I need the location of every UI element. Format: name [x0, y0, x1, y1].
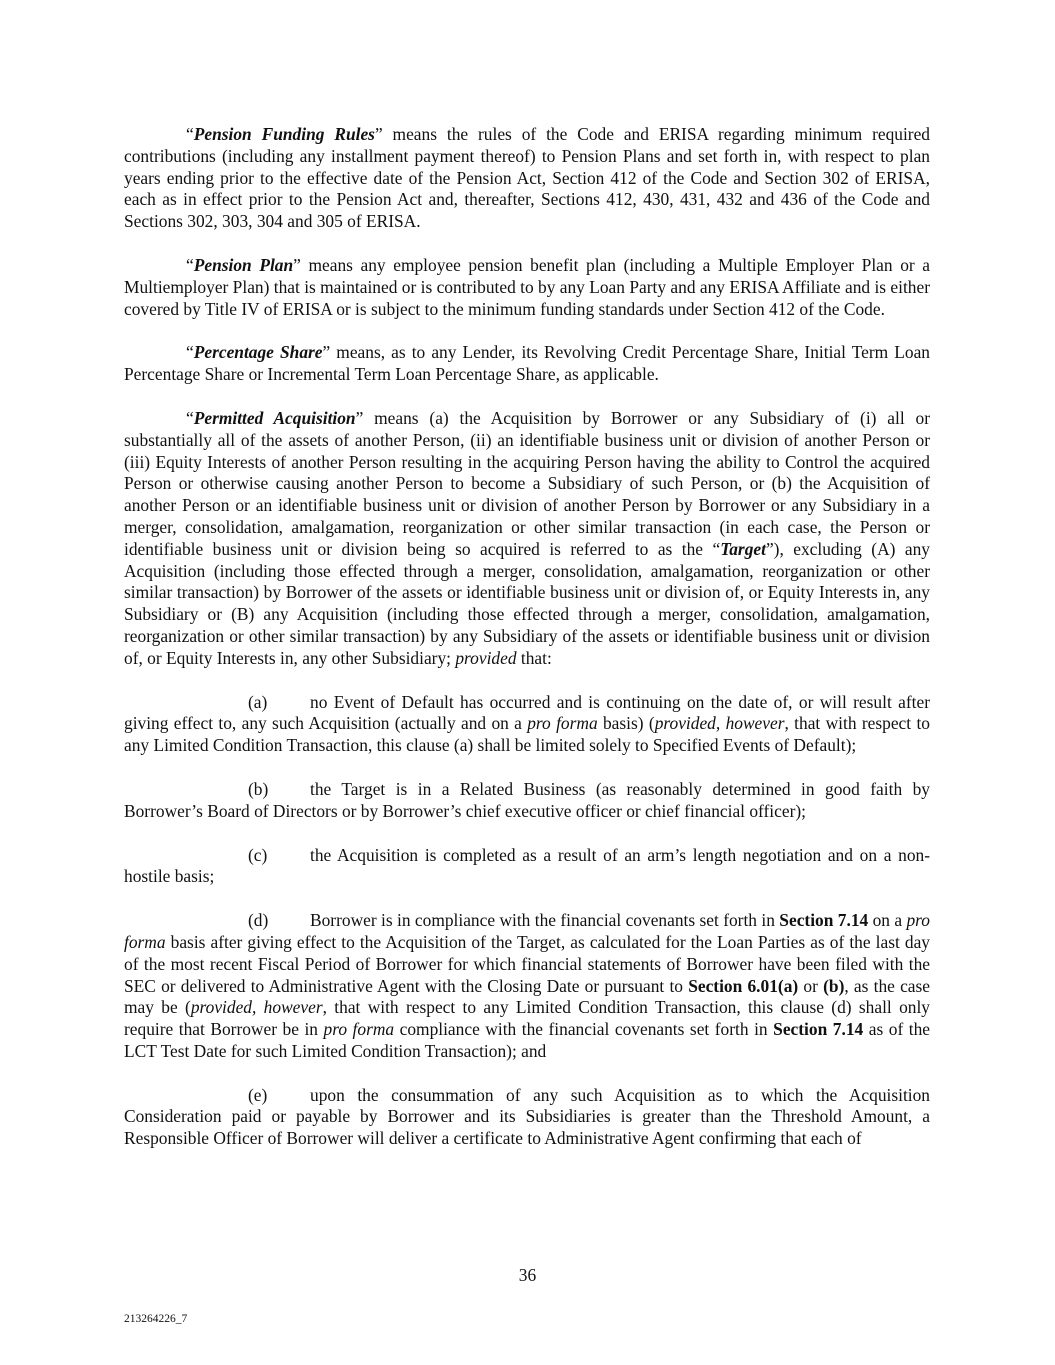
document-id: 213264226_7	[124, 1313, 188, 1325]
defined-term: Permitted Acquisition	[193, 407, 356, 428]
clause-label: (d)	[248, 910, 269, 931]
clause-text: , that with respect to any Limited Condition Transaction, this clause (d) shall only require that Borrower be in	[124, 997, 930, 1040]
page-number: 36	[518, 1265, 537, 1285]
italic-text: pro forma	[527, 713, 598, 734]
clause-text: compliance with the financial covenants set forth in	[394, 1019, 774, 1040]
clause-e	[124, 1085, 930, 1150]
clause-text: basis) (	[597, 713, 655, 734]
defined-term: Pension Funding Rules	[193, 124, 375, 144]
clause-text: , as the case may be (	[124, 975, 930, 1018]
document-body	[124, 124, 930, 1172]
clause-text: , that with respect to any Limited Condition Transaction, this clause (a) shall be limited solely to Specified Events of Default);	[124, 713, 930, 756]
bold-reference: Section 6.01(a)	[688, 975, 799, 996]
clause-text: upon the consummation of any such Acquisition as to which the Acquisition Consideration paid or payable by Borrower and its Subsidiaries is greater than the Threshold Amount, a Responsible Officer of Borrower will deliver a certificate to Administrative Agent confirming that each of	[124, 1084, 930, 1149]
clause-label: (c)	[248, 844, 268, 865]
definition-text: ”), excluding (A) any Acquisition (including those effected through a merger, consolidation, amalgamation, reorganization or other similar transaction) by Borrower of the assets or identifiable business unit or division of, or Equity Interests in, any Subsidiary or (B) any Acquisition (including those effected through a merger, consolidation, amalgamation, reorganization or other similar transaction) by any Subsidiary of the assets or identifiable business unit or division of, or Equity Interests in, any other Subsidiary;	[124, 538, 931, 668]
clause-text: the Acquisition is completed as a result of an arm’s length negotiation and on a non-hostile basis;	[124, 844, 930, 887]
italic-text: pro forma	[124, 910, 930, 952]
clause-a	[124, 692, 930, 757]
definition-text: ” means the rules of the Code and ERISA regarding minimum required contributions (including any installment payment thereof) to Pension Plans and set forth in, with respect to plan years ending prior to the effective date of the Pension Act, Section 412 of the Code and Section 302 of ERISA, each as in effect prior to the Pension Act and, thereafter, Sections 412, 430, 431, 432 and 436 of the Code and Sections 302, 303, 304 and 305 of ERISA.	[124, 124, 931, 232]
italic-text: pro forma	[323, 1019, 395, 1040]
definition-text: ” means (a) the Acquisition by Borrower or any Subsidiary of (i) all or substantially all of the assets of another Person, (ii) an identifiable business unit or division of another Person or (iii) Equity Interests of another Person resulting in the acquiring Person having the ability to Control the acquired Person or otherwise causing another Person to become a Subsidiary of such Person, or (b) the Acquisition of another Person or an identifiable business unit or division of another Person by Borrower or any Subsidiary in a merger, consolidation, amalgamation, reorganization or other similar transaction (in each case, the Person or identifiable business unit or division being so acquired is referred to as the “	[124, 407, 930, 559]
bold-reference: Section 7.14	[779, 910, 869, 931]
bold-reference: (b)	[823, 975, 845, 996]
italic-text: provided, however	[654, 713, 785, 734]
clause-text: Borrower is in compliance with the financial covenants set forth in	[310, 910, 780, 931]
defined-term: Percentage Share	[193, 342, 323, 363]
clause-c	[124, 845, 930, 889]
clause-text: the Target is in a Related Business (as reasonably determined in good faith by Borrower’s Board of Directors or by Borrower’s chief executive officer or chief financial officer);	[124, 778, 930, 821]
clause-label: (b)	[248, 778, 269, 799]
definition-text: ” means, as to any Lender, its Revolving Credit Percentage Share, Initial Term Loan Percentage Share or Incremental Term Loan Percentage Share, as applicable.	[124, 342, 930, 385]
definition-percentage-share: “Percentage Share” means, as to any Lender, its Revolving Credit Percentage Share, Initial Term Loan Percentage Share or Incremental Term Loan Percentage Share, as applicable.	[124, 342, 930, 385]
italic-text: provided	[455, 647, 517, 668]
clause-label: (a)	[248, 691, 268, 712]
definition-permitted-acquisition: “Permitted Acquisition” means (a) the Acquisition by Borrower or any Subsidiary of (i) all or substantially all of the assets of another Person, (ii) an identifiable business unit or division of another Person or (iii) Equity Interests of another Person resulting in the acquiring Person having the ability to Control the acquired Person or otherwise causing another Person to become a Subsidiary of such Person, or (b) the Acquisition of another Person or an identifiable business unit or division of another Person by Borrower or any Subsidiary in a merger, consolidation, amalgamation, reorganization or other similar transaction (in each case, the Person or identifiable business unit or division being so acquired is referred to as the “Target”), excluding (A) any Acquisition (including those effected through a merger, consolidation, amalgamation, reorganization or other similar transaction) by Borrower of the assets or identifiable business unit or division of, or Equity Interests in, any Subsidiary or (B) any Acquisition (including those effected through a merger, consolidation, amalgamation, reorganization or other similar transaction) by any Subsidiary of the assets or identifiable business unit or division of, or Equity Interests in, any other Subsidiary; provided that:	[124, 407, 931, 668]
bold-reference: Section 7.14	[773, 1019, 864, 1040]
definition-pension-funding-rules: “Pension Funding Rules” means the rules of the Code and ERISA regarding minimum required contributions (including any installment payment thereof) to Pension Plans and set forth in, with respect to plan years ending prior to the effective date of the Pension Act, Section 412 of the Code and Section 302 of ERISA, each as in effect prior to the Pension Act and, thereafter, Sections 412, 430, 431, 432 and 436 of the Code and Sections 302, 303, 304 and 305 of ERISA.	[124, 124, 931, 232]
clause-text: basis after giving effect to the Acquisition of the Target, as calculated for the Loan Parties as of the last day of the most recent Fiscal Period of Borrower for which financial statements of Borrower have been filed with the SEC or delivered to Administrative Agent with the Closing Date or pursuant to	[124, 931, 930, 996]
clause-text: no Event of Default has occurred and is continuing on the date of, or will result after giving effect to, any such Acquisition (actually and on a	[124, 691, 930, 734]
clause-d	[124, 910, 930, 1063]
clause-label: (e)	[248, 1084, 268, 1105]
definition-text: that:	[516, 647, 552, 668]
clause-text: or	[798, 975, 824, 996]
definition-text: ” means any employee pension benefit plan (including a Multiple Employer Plan or a Multiemployer Plan) that is maintained or is contributed to by any Loan Party and any ERISA Affiliate and is either covered by Title IV of ERISA or is subject to the minimum funding standards under Section 412 of the Code.	[124, 254, 931, 319]
clause-text: as of the LCT Test Date for such Limited Condition Transaction); and	[124, 1019, 931, 1061]
clause-b	[124, 779, 930, 823]
clause-text: on a	[868, 910, 907, 931]
definition-pension-plan: “Pension Plan” means any employee pension benefit plan (including a Multiple Employer Plan or a Multiemployer Plan) that is maintained or is contributed to by any Loan Party and any ERISA Affiliate and is either covered by Title IV of ERISA or is subject to the minimum funding standards under Section 412 of the Code.	[124, 254, 931, 319]
defined-term-target: Target	[720, 538, 766, 559]
italic-text: provided, however	[190, 997, 323, 1018]
defined-term: Pension Plan	[193, 254, 294, 275]
